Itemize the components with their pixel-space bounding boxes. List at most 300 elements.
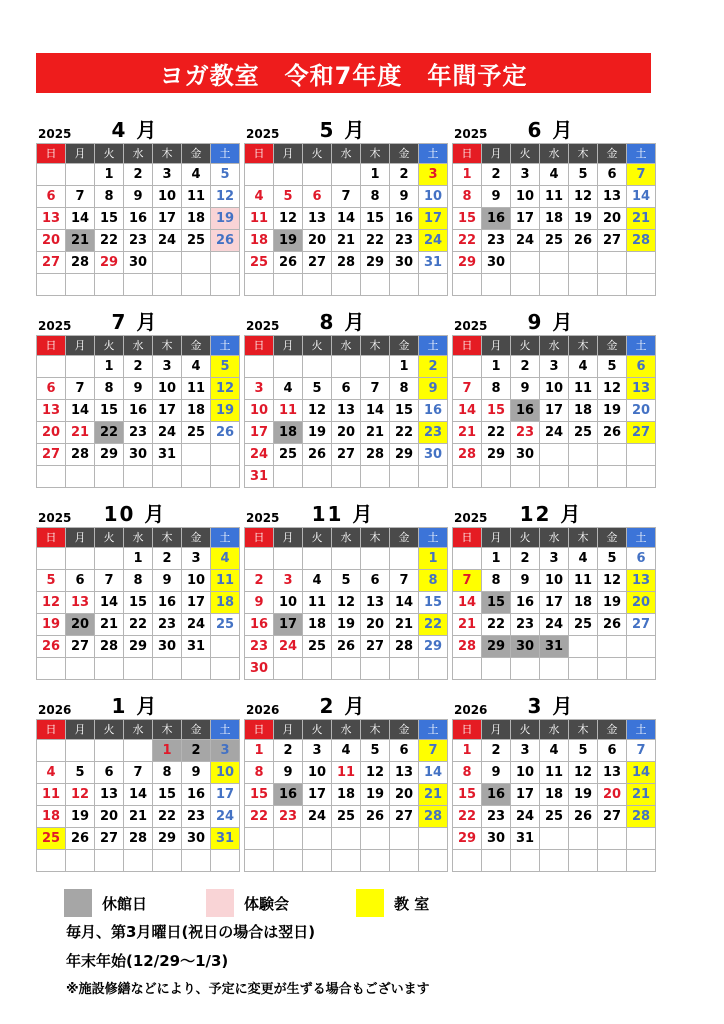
- day-cell: [182, 444, 211, 466]
- day-cell: [95, 740, 124, 762]
- month-table: [244, 335, 448, 488]
- day-cell: 13: [627, 378, 656, 400]
- day-cell: 20: [598, 784, 627, 806]
- weekday-header: 月: [66, 528, 95, 548]
- day-cell: 1: [95, 356, 124, 378]
- week-row: [37, 636, 240, 658]
- day-cell: [95, 658, 124, 680]
- weekday-header: 土: [419, 528, 448, 548]
- day-cell: [627, 636, 656, 658]
- day-cell: 24: [274, 636, 303, 658]
- day-cell: 1: [390, 356, 419, 378]
- day-cell: 9: [419, 378, 448, 400]
- day-cell: 29: [453, 252, 482, 274]
- month-calendar: [244, 501, 442, 680]
- day-cell: [274, 658, 303, 680]
- day-cell: 7: [390, 570, 419, 592]
- day-cell: 20: [627, 400, 656, 422]
- week-row: [245, 444, 448, 466]
- day-cell: 25: [303, 636, 332, 658]
- day-cell: 25: [182, 230, 211, 252]
- day-cell: 18: [274, 422, 303, 444]
- weekday-header: 水: [124, 528, 153, 548]
- weekday-header: 日: [245, 528, 274, 548]
- day-cell: 28: [627, 806, 656, 828]
- day-cell: 28: [95, 636, 124, 658]
- day-cell: 22: [361, 230, 390, 252]
- day-cell: 11: [245, 208, 274, 230]
- day-cell: 18: [332, 784, 361, 806]
- weekday-header: 土: [211, 336, 240, 356]
- day-cell: 26: [332, 636, 361, 658]
- day-cell: [598, 466, 627, 488]
- month-table: [244, 143, 448, 296]
- day-cell: [540, 658, 569, 680]
- week-row: [245, 422, 448, 444]
- day-cell: [37, 164, 66, 186]
- day-cell: 15: [482, 400, 511, 422]
- legend-swatch-pink: [206, 889, 234, 917]
- week-row: [37, 378, 240, 400]
- day-cell: 17: [419, 208, 448, 230]
- week-row: [453, 252, 656, 274]
- week-row: [245, 740, 448, 762]
- day-cell: 3: [153, 356, 182, 378]
- day-cell: 14: [332, 208, 361, 230]
- day-cell: [511, 466, 540, 488]
- day-cell: 5: [332, 570, 361, 592]
- day-cell: 6: [627, 548, 656, 570]
- day-cell: 19: [303, 422, 332, 444]
- day-cell: [598, 658, 627, 680]
- day-cell: 10: [245, 400, 274, 422]
- day-cell: 27: [598, 806, 627, 828]
- month-label: 10 月: [103, 502, 167, 526]
- day-cell: [627, 828, 656, 850]
- day-cell: 27: [95, 828, 124, 850]
- day-cell: 23: [390, 230, 419, 252]
- day-cell: 1: [95, 164, 124, 186]
- day-cell: 12: [598, 570, 627, 592]
- day-cell: 21: [627, 208, 656, 230]
- day-cell: [361, 658, 390, 680]
- day-cell: [511, 252, 540, 274]
- day-cell: 5: [211, 356, 240, 378]
- day-cell: 31: [419, 252, 448, 274]
- day-cell: 19: [569, 784, 598, 806]
- day-cell: 17: [153, 400, 182, 422]
- day-cell: 24: [153, 230, 182, 252]
- day-cell: [390, 274, 419, 296]
- day-cell: [540, 466, 569, 488]
- day-cell: 18: [245, 230, 274, 252]
- day-cell: 9: [124, 186, 153, 208]
- day-cell: 29: [95, 252, 124, 274]
- week-row: [453, 570, 656, 592]
- day-cell: [66, 274, 95, 296]
- day-cell: [419, 828, 448, 850]
- day-cell: 30: [511, 636, 540, 658]
- weekday-header: 金: [390, 336, 419, 356]
- day-cell: 29: [124, 636, 153, 658]
- day-cell: 23: [124, 230, 153, 252]
- day-cell: [361, 466, 390, 488]
- day-cell: [482, 850, 511, 872]
- day-cell: 19: [37, 614, 66, 636]
- weekday-header: 火: [511, 528, 540, 548]
- day-cell: 11: [540, 762, 569, 784]
- day-cell: 16: [511, 592, 540, 614]
- day-cell: [419, 274, 448, 296]
- year-label: 2025: [246, 319, 280, 333]
- day-cell: 2: [124, 164, 153, 186]
- day-cell: 12: [211, 186, 240, 208]
- weekday-header: 木: [153, 144, 182, 164]
- month-calendar: [244, 309, 442, 488]
- day-cell: [153, 658, 182, 680]
- day-cell: 22: [124, 614, 153, 636]
- weekday-header: 火: [303, 144, 332, 164]
- day-cell: [482, 274, 511, 296]
- day-cell: [569, 252, 598, 274]
- weekday-header: 水: [540, 336, 569, 356]
- year-label: 2025: [38, 511, 72, 525]
- day-cell: 21: [361, 422, 390, 444]
- weekday-header: 土: [419, 336, 448, 356]
- day-cell: 13: [95, 784, 124, 806]
- day-cell: 27: [361, 636, 390, 658]
- week-row: [453, 274, 656, 296]
- weekday-header: 木: [361, 144, 390, 164]
- day-cell: 1: [124, 548, 153, 570]
- day-cell: 3: [540, 356, 569, 378]
- day-cell: 17: [540, 400, 569, 422]
- day-cell: 31: [540, 636, 569, 658]
- day-cell: 26: [361, 806, 390, 828]
- week-row: [37, 570, 240, 592]
- day-cell: 24: [153, 422, 182, 444]
- month-table: [36, 719, 240, 872]
- day-cell: 7: [627, 740, 656, 762]
- month-table: [36, 335, 240, 488]
- day-cell: 8: [482, 378, 511, 400]
- day-cell: [598, 274, 627, 296]
- day-cell: 25: [332, 806, 361, 828]
- weekday-header: 土: [211, 720, 240, 740]
- day-cell: [95, 274, 124, 296]
- day-cell: [361, 548, 390, 570]
- day-cell: [332, 356, 361, 378]
- day-cell: 29: [482, 636, 511, 658]
- day-cell: 21: [419, 784, 448, 806]
- day-cell: 22: [153, 806, 182, 828]
- day-cell: 6: [95, 762, 124, 784]
- day-cell: 15: [361, 208, 390, 230]
- day-cell: 12: [211, 378, 240, 400]
- day-cell: [332, 274, 361, 296]
- day-cell: 14: [453, 592, 482, 614]
- day-cell: 13: [627, 570, 656, 592]
- week-row: [245, 614, 448, 636]
- day-cell: 7: [95, 570, 124, 592]
- day-cell: 28: [453, 444, 482, 466]
- day-cell: [303, 466, 332, 488]
- day-cell: 29: [361, 252, 390, 274]
- day-cell: 23: [182, 806, 211, 828]
- day-cell: 28: [361, 444, 390, 466]
- day-cell: 5: [569, 740, 598, 762]
- day-cell: [274, 356, 303, 378]
- week-row: [453, 806, 656, 828]
- week-row: [245, 378, 448, 400]
- day-cell: 6: [627, 356, 656, 378]
- day-cell: [66, 850, 95, 872]
- day-cell: 15: [453, 784, 482, 806]
- week-row: [245, 252, 448, 274]
- month-header: [36, 501, 234, 527]
- weekday-header: 火: [303, 336, 332, 356]
- week-row: [245, 570, 448, 592]
- week-row: [37, 466, 240, 488]
- day-cell: 13: [37, 208, 66, 230]
- day-cell: [95, 466, 124, 488]
- day-cell: 14: [66, 208, 95, 230]
- week-row: [245, 762, 448, 784]
- weekday-header: 日: [453, 720, 482, 740]
- day-cell: 10: [153, 186, 182, 208]
- day-cell: 1: [482, 548, 511, 570]
- day-cell: [627, 850, 656, 872]
- day-cell: [598, 444, 627, 466]
- day-cell: 2: [274, 740, 303, 762]
- week-row: [37, 208, 240, 230]
- day-cell: 25: [569, 422, 598, 444]
- week-row: [37, 806, 240, 828]
- day-cell: 18: [37, 806, 66, 828]
- day-cell: 11: [37, 784, 66, 806]
- legend-class: [356, 889, 429, 917]
- day-cell: 22: [419, 614, 448, 636]
- day-cell: 9: [182, 762, 211, 784]
- weekday-header: 金: [598, 144, 627, 164]
- week-row: [37, 274, 240, 296]
- day-cell: 14: [66, 400, 95, 422]
- weekday-header: 日: [37, 720, 66, 740]
- day-cell: [211, 466, 240, 488]
- day-cell: 6: [598, 740, 627, 762]
- day-cell: [627, 252, 656, 274]
- day-cell: 8: [419, 570, 448, 592]
- week-row: [453, 548, 656, 570]
- day-cell: [540, 828, 569, 850]
- week-row: [453, 614, 656, 636]
- day-cell: [303, 274, 332, 296]
- day-cell: 9: [511, 378, 540, 400]
- day-cell: [303, 164, 332, 186]
- weekday-header: 日: [37, 528, 66, 548]
- day-cell: 26: [569, 806, 598, 828]
- day-cell: 30: [245, 658, 274, 680]
- day-cell: 20: [598, 208, 627, 230]
- weekday-header: 土: [627, 144, 656, 164]
- day-cell: 23: [419, 422, 448, 444]
- day-cell: 19: [598, 592, 627, 614]
- day-cell: 9: [274, 762, 303, 784]
- day-cell: 28: [66, 252, 95, 274]
- weekday-header: 金: [390, 528, 419, 548]
- month-label: 9 月: [527, 310, 575, 334]
- year-label: 2025: [246, 127, 280, 141]
- day-cell: [390, 548, 419, 570]
- day-cell: 23: [274, 806, 303, 828]
- month-header: [452, 309, 650, 335]
- weekday-header: 水: [332, 528, 361, 548]
- year-label: 2025: [454, 127, 488, 141]
- week-row: [453, 164, 656, 186]
- day-cell: 6: [37, 378, 66, 400]
- day-cell: [66, 356, 95, 378]
- day-cell: 21: [390, 614, 419, 636]
- day-cell: [332, 548, 361, 570]
- day-cell: 16: [419, 400, 448, 422]
- day-cell: 27: [390, 806, 419, 828]
- week-row: [245, 186, 448, 208]
- day-cell: 26: [66, 828, 95, 850]
- day-cell: 12: [332, 592, 361, 614]
- month-label: 6 月: [527, 118, 575, 142]
- day-cell: 20: [303, 230, 332, 252]
- day-cell: 8: [245, 762, 274, 784]
- day-cell: 2: [511, 548, 540, 570]
- day-cell: 29: [419, 636, 448, 658]
- day-cell: 25: [182, 422, 211, 444]
- day-cell: 28: [332, 252, 361, 274]
- day-cell: 11: [182, 186, 211, 208]
- week-row: [453, 378, 656, 400]
- day-cell: [153, 252, 182, 274]
- day-cell: [182, 252, 211, 274]
- day-cell: 10: [540, 570, 569, 592]
- day-cell: 16: [245, 614, 274, 636]
- day-cell: 22: [453, 230, 482, 252]
- day-cell: 8: [361, 186, 390, 208]
- day-cell: [274, 850, 303, 872]
- month-header: [244, 309, 442, 335]
- day-cell: 3: [303, 740, 332, 762]
- day-cell: 2: [124, 356, 153, 378]
- day-cell: 5: [274, 186, 303, 208]
- weekday-header: 土: [627, 720, 656, 740]
- day-cell: 21: [124, 806, 153, 828]
- day-cell: 12: [66, 784, 95, 806]
- day-cell: 28: [419, 806, 448, 828]
- day-cell: 17: [245, 422, 274, 444]
- month-label: 7 月: [111, 310, 159, 334]
- day-cell: [153, 850, 182, 872]
- week-row: [453, 186, 656, 208]
- day-cell: 7: [453, 378, 482, 400]
- week-row: [245, 850, 448, 872]
- weekday-header: 火: [511, 336, 540, 356]
- week-row: [453, 466, 656, 488]
- day-cell: 2: [182, 740, 211, 762]
- day-cell: [66, 164, 95, 186]
- day-cell: 8: [453, 762, 482, 784]
- day-cell: 25: [274, 444, 303, 466]
- weekday-header: 火: [511, 144, 540, 164]
- day-cell: 30: [182, 828, 211, 850]
- day-cell: 15: [95, 400, 124, 422]
- day-cell: [453, 466, 482, 488]
- legend-swatch-gray: [64, 889, 92, 917]
- week-row: [245, 806, 448, 828]
- note-year-end: 年末年始(12/29～1/3): [66, 952, 229, 970]
- day-cell: [66, 658, 95, 680]
- day-cell: 30: [511, 444, 540, 466]
- weekday-header: 水: [124, 144, 153, 164]
- day-cell: 12: [598, 378, 627, 400]
- day-cell: 14: [627, 186, 656, 208]
- day-cell: 1: [361, 164, 390, 186]
- day-cell: 9: [124, 378, 153, 400]
- day-cell: 28: [453, 636, 482, 658]
- day-cell: 20: [361, 614, 390, 636]
- week-row: [37, 784, 240, 806]
- weekday-header: 金: [182, 336, 211, 356]
- week-row: [37, 614, 240, 636]
- day-cell: 3: [419, 164, 448, 186]
- day-cell: 5: [66, 762, 95, 784]
- day-cell: 8: [482, 570, 511, 592]
- day-cell: 14: [95, 592, 124, 614]
- weekday-header: 日: [245, 336, 274, 356]
- weekday-header: 火: [95, 528, 124, 548]
- day-cell: 18: [540, 208, 569, 230]
- day-cell: 16: [482, 208, 511, 230]
- day-cell: [245, 274, 274, 296]
- day-cell: 10: [419, 186, 448, 208]
- day-cell: [211, 252, 240, 274]
- year-label: 2025: [38, 127, 72, 141]
- month-table: [244, 719, 448, 872]
- day-cell: 20: [95, 806, 124, 828]
- month-header: [452, 693, 650, 719]
- day-cell: 9: [153, 570, 182, 592]
- day-cell: 30: [419, 444, 448, 466]
- day-cell: [598, 828, 627, 850]
- weekday-header: 火: [303, 528, 332, 548]
- week-row: [37, 740, 240, 762]
- week-row: [37, 850, 240, 872]
- day-cell: 11: [332, 762, 361, 784]
- day-cell: 17: [511, 208, 540, 230]
- month-table: [452, 143, 656, 296]
- day-cell: 18: [569, 592, 598, 614]
- day-cell: [211, 274, 240, 296]
- day-cell: 18: [569, 400, 598, 422]
- day-cell: [245, 828, 274, 850]
- week-row: [453, 658, 656, 680]
- week-row: [453, 850, 656, 872]
- day-cell: 26: [598, 422, 627, 444]
- day-cell: 17: [182, 592, 211, 614]
- day-cell: 24: [419, 230, 448, 252]
- weekday-header: 金: [598, 336, 627, 356]
- day-cell: [598, 252, 627, 274]
- legend-closed: [64, 889, 147, 917]
- day-cell: 23: [511, 422, 540, 444]
- day-cell: 27: [37, 444, 66, 466]
